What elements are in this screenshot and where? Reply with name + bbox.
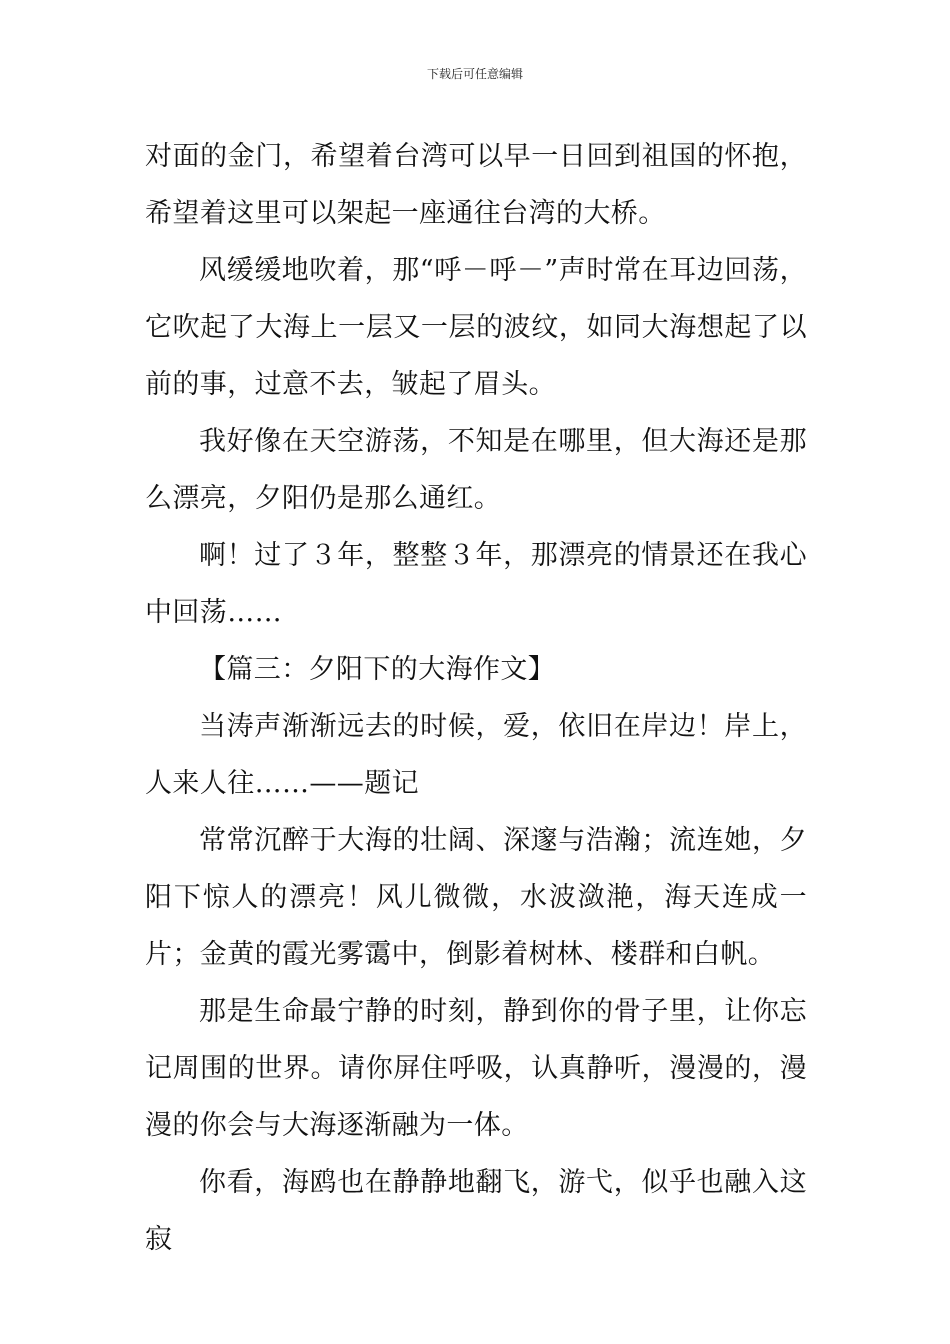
- section-heading: 【篇三：夕阳下的大海作文】: [199, 654, 556, 685]
- paragraph-continuation: 对面的金门，希望着台湾可以早一日回到祖国的怀抱，希望着这里可以架起一座通往台湾的大桥。: [145, 141, 807, 229]
- epigraph: 当涛声渐渐远去的时候，爱，依旧在岸边！岸上，人来人往……——题记: [145, 711, 807, 799]
- document-body: [145, 128, 807, 1268]
- paragraph: 我好像在天空游荡，不知是在哪里，但大海还是那么漂亮，夕阳仍是那么通红。: [145, 426, 807, 514]
- paragraph: 常常沉醉于大海的壮阔、深邃与浩瀚；流连她，夕阳下惊人的漂亮！风儿微微，水波潋滟，海天连成一片；金黄的霞光雾霭中，倒影着树林、楼群和白帆。: [145, 825, 807, 970]
- paragraph: 风缓缓地吹着，那“呼－呼－”声时常在耳边回荡，它吹起了大海上一层又一层的波纹，如同大海想起了以前的事，过意不去，皱起了眉头。: [145, 255, 807, 400]
- page-header-note: 下载后可任意编辑: [426, 67, 523, 81]
- paragraph: 那是生命最宁静的时刻，静到你的骨子里，让你忘记周围的世界。请你屏住呼吸，认真静听，漫漫的，漫漫的你会与大海逐渐融为一体。: [145, 996, 807, 1141]
- paragraph: 你看，海鸥也在静静地翻飞，游弋，似乎也融入这寂: [145, 1167, 807, 1255]
- paragraph: 啊！过了３年，整整３年，那漂亮的情景还在我心中回荡……: [145, 540, 807, 628]
